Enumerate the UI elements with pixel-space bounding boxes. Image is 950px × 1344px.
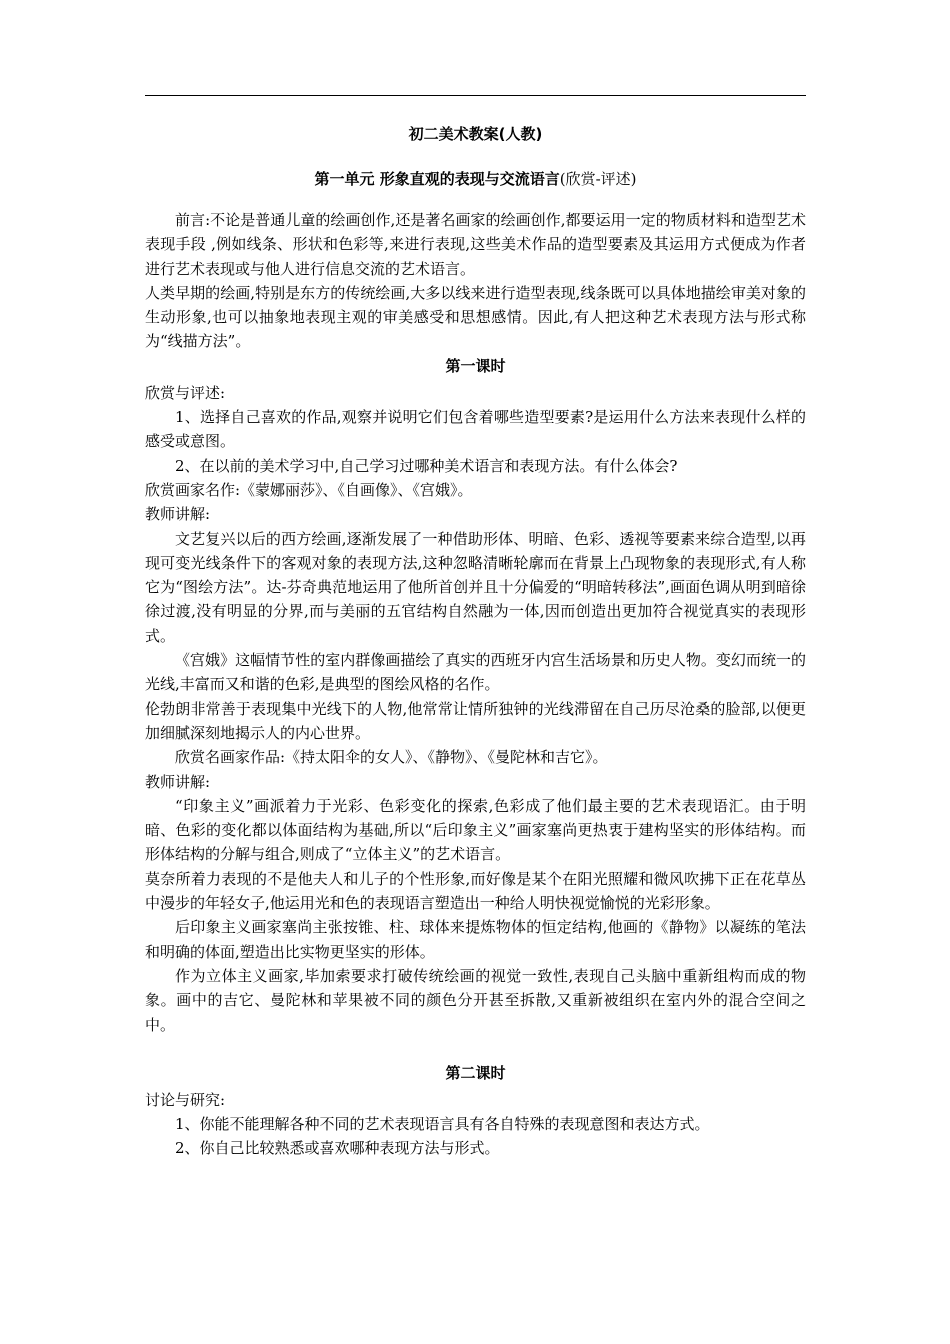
lesson2-title: 第二课时: [445, 1063, 506, 1082]
lesson1-paragraph: 伦勃朗非常善于表现集中光线下的人物,他常常让情所独钟的光线滞留在自己历尽沧桑的脸部,以便更加细腻深刻地揭示人的内心世界。: [145, 699, 806, 742]
preface-paragraph: 前言:不论是普通儿童的绘画创作,还是著名画家的绘画创作,都要运用一定的物质材料和造型艺术表现手段 ,例如线条、形状和色彩等,来进行表现,这些美术作品的造型要素及其运用方式便成为作者进行艺术表现或与他人进行信息交流的艺术语言。: [145, 211, 806, 278]
unit-subtitle: (欣赏-评述): [559, 170, 637, 188]
header-rule: [145, 95, 806, 96]
lesson1-paragraph: 2、在以前的美术学习中,自己学习过哪种美术语言和表现方法。有什么体会?: [175, 456, 678, 475]
lesson1-paragraph: 后印象主义画家塞尚主张按锥、柱、球体来提炼物体的恒定结构,他画的《静物》以凝练的笔法和明确的体面,塑造出比实物更坚实的形体。: [145, 918, 806, 961]
lesson2-paragraph: 讨论与研究:: [145, 1090, 226, 1109]
section-spacer: [145, 1037, 806, 1061]
lesson1-paragraph: 作为立体主义画家,毕加索要求打破传统绘画的视觉一致性,表现自己头脑中重新组构而成的物象。画中的吉它、曼陀林和苹果被不同的颜色分开甚至拆散,又重新被组织在室内外的混合空间之中。: [145, 966, 806, 1034]
document-body: [145, 122, 806, 1161]
lesson1-paragraph: 欣赏与评述:: [145, 383, 226, 402]
lesson1-paragraph: 教师讲解:: [145, 772, 211, 791]
lesson2-paragraph: 2、你自己比较熟悉或喜欢哪种表现方法与形式。: [175, 1139, 500, 1158]
document-title: 初二美术教案(人教): [408, 125, 543, 143]
lesson1-paragraph: 欣赏画家名作:《蒙娜丽莎》、《自画像》、《宫娥》。: [145, 480, 473, 499]
lesson1-paragraph: 教师讲解:: [145, 505, 211, 524]
unit-heading: [145, 167, 806, 191]
lesson1-title: 第一课时: [445, 356, 506, 375]
lesson2-paragraph: 1、你能不能理解各种不同的艺术表现语言具有各自特殊的表现意图和表达方式。: [175, 1115, 710, 1134]
lesson1-paragraph: 1、选择自己喜欢的作品,观察并说明它们包含着哪些造型要素?是运用什么方法来表现什么样的感受或意图。: [145, 408, 806, 451]
lesson1-paragraph: 莫奈所着力表现的不是他夫人和儿子的个性形象,而好像是某个在阳光照耀和微风吹拂下正在花草丛中漫步的年轻女子,他运用光和色的表现语言塑造出一种给人明快视觉愉悦的光彩形象。: [145, 869, 806, 913]
lesson1-paragraph: “印象主义”画派着力于光彩、色彩变化的探索,色彩成了他们最主要的艺术表现语汇。由于明暗、色彩的变化都以体面结构为基础,所以“后印象主义”画家塞尚更热衷于建构坚实的形体结构。而形体结构的分解与组合,则成了“立体主义”的艺术语言。: [145, 796, 806, 864]
lesson1-paragraph: 欣赏名画家作品:《持太阳伞的女人》、《静物》、《曼陀林和吉它》。: [175, 748, 608, 767]
lesson1-paragraph: 《宫娥》这幅情节性的室内群像画描绘了真实的西班牙内宫生活场景和历史人物。变幻而统一的光线,丰富而又和谐的色彩,是典型的图绘风格的名作。: [145, 651, 806, 694]
unit-title: 第一单元 形象直观的表现与交流语言: [314, 170, 560, 188]
lesson1-paragraph: 文艺复兴以后的西方绘画,逐渐发展了一种借助形体、明暗、色彩、透视等要素来综合造型,以再现可变光线条件下的客观对象的表现方法,这种忽略清晰轮廓而在背景上凸现物象的表现形式,有人称它为“图绘方法”。达-芬奇典范地运用了他所首创并且十分偏爱的“明暗转移法”,画面色调从明到暗徐徐过渡,没有明显的分界,而与美丽的五官结构自然融为一体,因而创造出更加符合视觉真实的表现形式。: [145, 529, 806, 645]
preface-paragraph: 人类早期的绘画,特别是东方的传统绘画,大多以线来进行造型表现,线条既可以具体地描绘审美对象的生动形象,也可以抽象地表现主观的审美感受和思想感情。因此,有人把这种艺术表现方法与形式称为“线描方法”。: [145, 283, 806, 351]
